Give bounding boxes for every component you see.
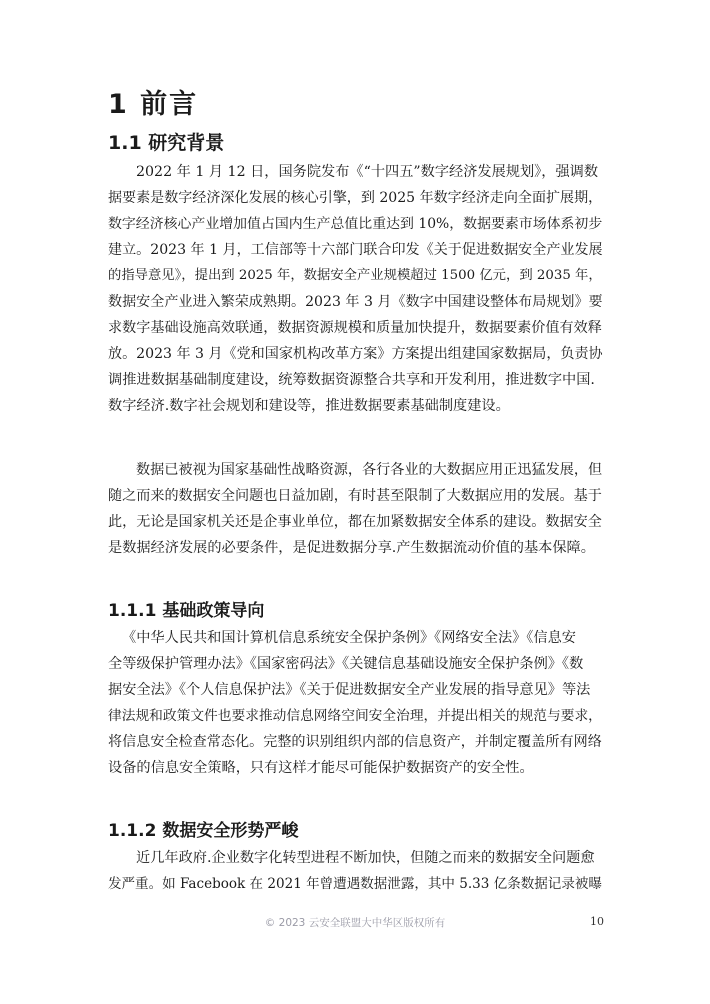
text-line: 数字经济.数字社会规划和建设等，推进数据要素基础制度建设。 [108, 398, 510, 414]
text-line: 2022 年 1 月 12 日，国务院发布《“十四五”数字经济发展规划》，强调数 [136, 164, 599, 180]
text-line: 将信息安全检查常态化。完整的识别组织内部的信息资产，并制定覆盖所有网络 [108, 734, 602, 750]
subsection-heading-situation: 1.1.2 数据安全形势严峻 [108, 821, 299, 841]
text-line: 的指导意见》，提出到 2025 年，数据安全产业规模超过 1500 亿元，到 2035 年， [108, 268, 602, 283]
text-line: 数据安全产业进入繁荣成熟期。2023 年 3 月《数字中国建设整体布局规划》要 [108, 294, 603, 310]
text-line: 调推进数据基础制度建设，统筹数据资源整合共享和开发利用，推进数字中国. [108, 372, 595, 388]
text-line: 是数据经济发展的必要条件，是促进数据分享.产生数据流动价值的基本保障。 [108, 540, 595, 556]
subsection-heading-policy: 1.1.1 基础政策导向 [108, 601, 265, 621]
text-line: 数字经济核心产业增加值占国内生产总值比重达到 10%，数据要素市场体系初步 [108, 216, 603, 232]
text-line: 求数字基础设施高效联通，数据资源规模和质量加快提升，数据要素价值有效释 [108, 320, 602, 336]
text-line: 设备的信息安全策略，只有这样才能尽可能保护数据资产的安全性。 [108, 760, 534, 776]
text-line: 随之而来的数据安全问题也日益加剧，有时甚至限制了大数据应用的发展。基于 [108, 488, 602, 504]
footer-copyright: © 2023 云安全联盟大中华区版权所有 [264, 917, 446, 929]
text-line: 全等级保护管理办法》《国家密码法》《关键信息基础设施安全保护条例》《数 [108, 656, 584, 672]
text-line: 据要素是数字经济深化发展的核心引擎，到 2025 年数字经济走向全面扩展期， [108, 190, 603, 206]
chapter-heading: 1 前言 [108, 89, 199, 120]
section-heading-background: 1.1 研究背景 [108, 132, 225, 154]
page-number: 10 [590, 915, 604, 928]
text-line: 据安全法》《个人信息保护法》《关于促进数据安全产业发展的指导意见》等法 [108, 682, 591, 698]
text-line: 近几年政府.企业数字化转型进程不断加快，但随之而来的数据安全问题愈 [136, 850, 595, 866]
text-line: 《中华人民共和国计算机信息系统安全保护条例》《网络安全法》《信息安 [122, 630, 576, 646]
text-line: 发严重。如 Facebook 在 2021 年曾遭遇数据泄露，其中 5.33 亿条数据记录被曝 [108, 876, 602, 892]
text-line: 放。2023 年 3 月《党和国家机构改革方案》方案提出组建国家数据局，负责协 [108, 346, 603, 362]
text-line: 此，无论是国家机关还是企事业单位，都在加紧数据安全体系的建设。数据安全 [108, 514, 602, 530]
text-line: 建立。2023 年 1 月，工信部等十六部门联合印发《关于促进数据安全产业发展 [108, 242, 603, 258]
text-line: 律法规和政策文件也要求推动信息网络空间安全治理，并提出相关的规范与要求， [108, 708, 602, 724]
text-line: 数据已被视为国家基础性战略资源，各行各业的大数据应用正迅猛发展，但 [136, 462, 603, 478]
